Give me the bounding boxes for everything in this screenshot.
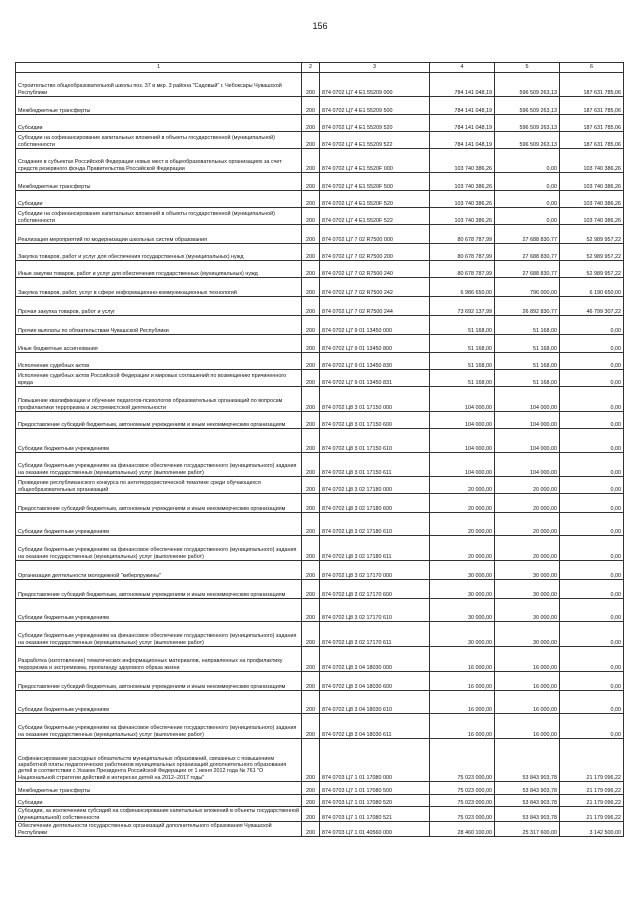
row-executed-amount: 104 000,00 (495, 429, 560, 453)
table-row (16, 807, 624, 822)
row-budget-classification-code: 874 0702 Ц8 3 02 17180 611 (320, 536, 430, 561)
row-budget-classification-code: 874 0702 Ц8 3 02 17180 000 (320, 477, 430, 494)
row-unexecuted-amount: 0,00 (560, 477, 624, 494)
row-administrator-code: 200 (302, 149, 320, 173)
row-unexecuted-amount: 0,00 (560, 647, 624, 672)
row-budget-classification-code: 874 0703 Ц7 1 01 17080 000 (320, 739, 430, 782)
row-budget-classification-code: 874 0702 Ц7 9 01 13450 831 (320, 370, 430, 387)
page-number: 156 (312, 21, 328, 31)
row-description: Предоставление субсидий бюджетным, автономным учреждениям и иным некоммерческим организациям (16, 412, 302, 429)
row-administrator-code: 200 (302, 412, 320, 429)
table-row (16, 278, 624, 297)
row-unexecuted-amount: 0,00 (560, 353, 624, 370)
row-budget-classification-code: 874 0702 Ц8 3 01 17150 600 (320, 412, 430, 429)
row-executed-amount: 30 000,00 (495, 561, 560, 580)
row-approved-amount: 16 000,00 (430, 647, 495, 672)
row-administrator-code: 200 (302, 370, 320, 387)
row-budget-classification-code: 874 0702 Ц8 3 02 17170 611 (320, 622, 430, 647)
table-row (16, 191, 624, 208)
row-description: Разработка (изготовление) тематических информационных материалов, направленных на профилактику терроризма и экстремизма, пропаганду здорового образа жизни (16, 647, 302, 672)
row-approved-amount: 30 000,00 (430, 580, 495, 599)
row-unexecuted-amount: 0,00 (560, 412, 624, 429)
row-executed-amount: 16 000,00 (495, 691, 560, 714)
row-executed-amount: 20 000,00 (495, 477, 560, 494)
row-unexecuted-amount: 0,00 (560, 691, 624, 714)
row-executed-amount: 596 509 263,13 (495, 73, 560, 97)
row-description: Субсидии бюджетным учреждениям на финансовое обеспечение государственного (муниципального) задания на оказание государственных (муниципальных) услуг (выполнение работ) (16, 622, 302, 647)
budget-table (15, 62, 624, 837)
row-budget-classification-code: 874 0702 Ц7 7 02 R7500 240 (320, 261, 430, 278)
row-administrator-code: 200 (302, 132, 320, 149)
row-approved-amount: 75 023 000,00 (430, 739, 495, 782)
row-unexecuted-amount: 0,00 (560, 316, 624, 335)
row-budget-classification-code: 874 0702 Ц8 3 01 17150 611 (320, 453, 430, 477)
row-executed-amount: 16 000,00 (495, 672, 560, 691)
row-administrator-code: 200 (302, 477, 320, 494)
row-budget-classification-code: 874 0702 Ц7 9 01 13450 830 (320, 353, 430, 370)
row-description: Субсидии бюджетным учреждениям (16, 599, 302, 622)
row-unexecuted-amount: 46 799 307,22 (560, 297, 624, 316)
row-unexecuted-amount: 0,00 (560, 714, 624, 739)
table-row (16, 429, 624, 453)
row-approved-amount: 20 000,00 (430, 536, 495, 561)
row-approved-amount: 784 141 048,19 (430, 73, 495, 97)
row-approved-amount: 20 000,00 (430, 513, 495, 536)
row-budget-classification-code: 874 0702 Ц7 7 02 R7500 200 (320, 244, 430, 261)
row-description: Иные бюджетные ассигнования (16, 335, 302, 353)
row-executed-amount: 26 892 830,77 (495, 297, 560, 316)
row-executed-amount: 596 509 263,13 (495, 115, 560, 132)
row-approved-amount: 51 168,00 (430, 353, 495, 370)
row-budget-classification-code: 874 0702 Ц7 4 Е1 5520F 522 (320, 208, 430, 225)
column-header: 4 (430, 63, 495, 73)
table-row (16, 822, 624, 837)
row-description: Прочие выплаты по обязательствам Чувашской Республики (16, 316, 302, 335)
row-unexecuted-amount: 187 631 785,06 (560, 97, 624, 115)
row-budget-classification-code: 874 0702 Ц7 4 Е1 55209 000 (320, 73, 430, 97)
row-description: Закупка товаров, работ и услуг для обеспечения государственных (муниципальных) нужд (16, 244, 302, 261)
row-description: Предоставление субсидий бюджетным, автономным учреждениям и иным некоммерческим организациям (16, 494, 302, 513)
column-header: 3 (320, 63, 430, 73)
row-administrator-code: 200 (302, 173, 320, 191)
row-budget-classification-code: 874 0702 Ц8 3 02 17180 610 (320, 513, 430, 536)
row-description: Субсидии, за исключением субсидий на софинансирование капитальных вложений в объекты государственной (муниципальной) собственности (16, 807, 302, 822)
row-executed-amount: 51 168,00 (495, 335, 560, 353)
row-description: Закупка товаров, работ, услуг в сфере информационно-коммуникационных технологий (16, 278, 302, 297)
row-administrator-code: 200 (302, 672, 320, 691)
row-budget-classification-code: 874 0702 Ц7 4 Е1 55209 500 (320, 97, 430, 115)
row-executed-amount: 30 000,00 (495, 580, 560, 599)
row-administrator-code: 200 (302, 494, 320, 513)
row-administrator-code: 200 (302, 225, 320, 244)
column-header: 6 (560, 63, 624, 73)
row-administrator-code: 200 (302, 261, 320, 278)
table-row (16, 244, 624, 261)
row-executed-amount: 53 843 903,78 (495, 795, 560, 807)
table-row (16, 795, 624, 807)
row-executed-amount: 104 000,00 (495, 387, 560, 412)
row-executed-amount: 51 168,00 (495, 316, 560, 335)
table-row (16, 261, 624, 278)
row-budget-classification-code: 874 0702 Ц8 3 04 18030 000 (320, 647, 430, 672)
row-description: Предоставление субсидий бюджетным, автономным учреждениям и иным некоммерческим организациям (16, 672, 302, 691)
table-row (16, 412, 624, 429)
row-administrator-code: 200 (302, 115, 320, 132)
row-budget-classification-code: 874 0702 Ц8 3 04 18030 600 (320, 672, 430, 691)
table-row (16, 714, 624, 739)
table-row (16, 115, 624, 132)
row-description: Субсидии (16, 795, 302, 807)
row-unexecuted-amount: 187 631 785,06 (560, 132, 624, 149)
row-administrator-code: 200 (302, 208, 320, 225)
row-unexecuted-amount: 52 989 957,22 (560, 261, 624, 278)
row-budget-classification-code: 874 0702 Ц8 3 04 18030 611 (320, 714, 430, 739)
row-approved-amount: 75 023 000,00 (430, 795, 495, 807)
row-approved-amount: 104 000,00 (430, 429, 495, 453)
row-administrator-code: 200 (302, 453, 320, 477)
row-unexecuted-amount: 0,00 (560, 536, 624, 561)
row-executed-amount: 796 000,00 (495, 278, 560, 297)
row-executed-amount: 51 168,00 (495, 370, 560, 387)
row-executed-amount: 51 168,00 (495, 353, 560, 370)
row-administrator-code: 200 (302, 714, 320, 739)
row-budget-classification-code: 874 0702 Ц8 3 02 17180 600 (320, 494, 430, 513)
row-executed-amount: 25 317 600,00 (495, 822, 560, 837)
row-approved-amount: 51 168,00 (430, 316, 495, 335)
row-executed-amount: 27 688 830,77 (495, 261, 560, 278)
row-executed-amount: 27 688 830,77 (495, 244, 560, 261)
row-executed-amount: 0,00 (495, 149, 560, 173)
row-unexecuted-amount: 103 740 386,26 (560, 191, 624, 208)
table-row (16, 561, 624, 580)
row-approved-amount: 103 740 386,26 (430, 208, 495, 225)
row-budget-classification-code: 874 0702 Ц8 3 02 17170 000 (320, 561, 430, 580)
row-administrator-code: 200 (302, 387, 320, 412)
row-administrator-code: 200 (302, 353, 320, 370)
table-row (16, 580, 624, 599)
row-unexecuted-amount: 21 179 096,22 (560, 739, 624, 782)
row-unexecuted-amount: 0,00 (560, 561, 624, 580)
row-approved-amount: 103 740 386,26 (430, 149, 495, 173)
row-administrator-code: 200 (302, 316, 320, 335)
table-row (16, 513, 624, 536)
row-approved-amount: 784 141 048,19 (430, 115, 495, 132)
row-approved-amount: 80 678 787,99 (430, 244, 495, 261)
row-description: Субсидии бюджетным учреждениям на финансовое обеспечение государственного (муниципального) задания на оказание государственных (муниципальных) услуг (выполнение работ) (16, 453, 302, 477)
column-header: 2 (302, 63, 320, 73)
table-row (16, 672, 624, 691)
row-budget-classification-code: 874 0702 Ц7 4 Е1 5520F 520 (320, 191, 430, 208)
row-executed-amount: 596 509 263,13 (495, 132, 560, 149)
table-row (16, 149, 624, 173)
row-unexecuted-amount: 21 179 096,22 (560, 795, 624, 807)
table-row (16, 453, 624, 477)
table-row (16, 297, 624, 316)
row-unexecuted-amount: 0,00 (560, 387, 624, 412)
row-executed-amount: 596 509 263,13 (495, 97, 560, 115)
table-row (16, 73, 624, 97)
row-approved-amount: 784 141 048,19 (430, 97, 495, 115)
row-approved-amount: 784 141 048,19 (430, 132, 495, 149)
row-unexecuted-amount: 0,00 (560, 580, 624, 599)
row-unexecuted-amount: 187 631 785,06 (560, 73, 624, 97)
row-budget-classification-code: 874 0703 Ц7 1 01 17080 520 (320, 795, 430, 807)
row-approved-amount: 16 000,00 (430, 672, 495, 691)
row-administrator-code: 200 (302, 73, 320, 97)
table-row (16, 536, 624, 561)
row-unexecuted-amount: 103 740 386,26 (560, 149, 624, 173)
row-administrator-code: 200 (302, 647, 320, 672)
row-description: Реализация мероприятий по модернизации школьных систем образования (16, 225, 302, 244)
row-approved-amount: 51 168,00 (430, 335, 495, 353)
row-description: Субсидии на софинансирование капитальных вложений в объекты государственной (муниципальной) собственности (16, 208, 302, 225)
row-unexecuted-amount: 21 179 096,22 (560, 782, 624, 795)
table-row (16, 477, 624, 494)
row-unexecuted-amount: 52 989 957,22 (560, 225, 624, 244)
row-administrator-code: 200 (302, 561, 320, 580)
table-row (16, 739, 624, 782)
row-unexecuted-amount: 0,00 (560, 335, 624, 353)
row-budget-classification-code: 874 0702 Ц7 4 Е1 55209 520 (320, 115, 430, 132)
table-row (16, 225, 624, 244)
row-administrator-code: 200 (302, 795, 320, 807)
row-executed-amount: 0,00 (495, 173, 560, 191)
table-row (16, 494, 624, 513)
row-description: Субсидии бюджетным учреждениям (16, 429, 302, 453)
table-row (16, 387, 624, 412)
row-budget-classification-code: 874 0702 Ц8 3 02 17170 610 (320, 599, 430, 622)
row-budget-classification-code: 874 0702 Ц7 7 02 R7500 242 (320, 278, 430, 297)
row-budget-classification-code: 874 0703 Ц7 1 01 40560 000 (320, 822, 430, 837)
table-row (16, 599, 624, 622)
row-description: Субсидии бюджетным учреждениям (16, 691, 302, 714)
row-description: Субсидии бюджетным учреждениям на финансовое обеспечение государственного (муниципального) задания на оказание государственных (муниципальных) услуг (выполнение работ) (16, 536, 302, 561)
row-administrator-code: 200 (302, 822, 320, 837)
row-description: Субсидии (16, 115, 302, 132)
row-administrator-code: 200 (302, 536, 320, 561)
row-approved-amount: 80 678 787,99 (430, 225, 495, 244)
row-unexecuted-amount: 187 631 785,06 (560, 115, 624, 132)
row-description: Предоставление субсидий бюджетным, автономным учреждениям и иным некоммерческим организациям (16, 580, 302, 599)
row-executed-amount: 53 843 903,78 (495, 782, 560, 795)
row-approved-amount: 16 000,00 (430, 691, 495, 714)
row-description: Проведение республиканского конкурса по антитеррористической тематике среди обучающихся общеобразовательных организаций (16, 477, 302, 494)
table-body (16, 73, 624, 837)
row-administrator-code: 200 (302, 782, 320, 795)
table-row (16, 370, 624, 387)
row-approved-amount: 30 000,00 (430, 599, 495, 622)
table-row (16, 173, 624, 191)
row-description: Исполнение судебных актов Российской Федерации и мировых соглашений по возмещению причиненного вреда (16, 370, 302, 387)
row-administrator-code: 200 (302, 191, 320, 208)
row-approved-amount: 104 000,00 (430, 453, 495, 477)
row-approved-amount: 16 000,00 (430, 714, 495, 739)
row-executed-amount: 53 843 903,78 (495, 807, 560, 822)
row-unexecuted-amount: 6 190 650,00 (560, 278, 624, 297)
table-row (16, 132, 624, 149)
row-description: Межбюджетные трансферты (16, 782, 302, 795)
row-administrator-code: 200 (302, 278, 320, 297)
row-description: Субсидии бюджетным учреждениям на финансовое обеспечение государственного (муниципального) задания на оказание государственных (муниципальных) услуг (выполнение работ) (16, 714, 302, 739)
row-approved-amount: 6 986 650,00 (430, 278, 495, 297)
row-budget-classification-code: 874 0703 Ц7 1 01 17080 500 (320, 782, 430, 795)
row-executed-amount: 104 000,00 (495, 453, 560, 477)
row-administrator-code: 200 (302, 297, 320, 316)
row-administrator-code: 200 (302, 97, 320, 115)
row-unexecuted-amount: 3 142 500,00 (560, 822, 624, 837)
row-budget-classification-code: 874 0702 Ц7 7 02 R7500 000 (320, 225, 430, 244)
row-unexecuted-amount: 0,00 (560, 453, 624, 477)
row-unexecuted-amount: 21 179 096,22 (560, 807, 624, 822)
row-approved-amount: 51 168,00 (430, 370, 495, 387)
row-description: Повышение квалификации и обучение педагогов-психологов образовательных организаций по вопросам профилактики терроризма и экстремистской деятельности (16, 387, 302, 412)
table-header-row (16, 63, 624, 73)
row-budget-classification-code: 874 0702 Ц8 3 01 17150 610 (320, 429, 430, 453)
row-administrator-code: 200 (302, 244, 320, 261)
table-row (16, 691, 624, 714)
row-approved-amount: 75 023 000,00 (430, 807, 495, 822)
row-description: Обеспечение деятельности государственных организаций дополнительного образования Чувашской Республики (16, 822, 302, 837)
row-budget-classification-code: 874 0702 Ц7 7 02 R7500 244 (320, 297, 430, 316)
row-administrator-code: 200 (302, 739, 320, 782)
row-budget-classification-code: 874 0702 Ц7 4 Е1 5520F 500 (320, 173, 430, 191)
row-executed-amount: 104 000,00 (495, 412, 560, 429)
table-row (16, 316, 624, 335)
table-row (16, 647, 624, 672)
row-executed-amount: 0,00 (495, 191, 560, 208)
row-approved-amount: 103 740 386,26 (430, 173, 495, 191)
column-header: 1 (16, 63, 302, 73)
row-executed-amount: 16 000,00 (495, 647, 560, 672)
table-row (16, 97, 624, 115)
row-unexecuted-amount: 0,00 (560, 494, 624, 513)
row-budget-classification-code: 874 0702 Ц7 4 Е1 5520F 000 (320, 149, 430, 173)
row-administrator-code: 200 (302, 807, 320, 822)
row-executed-amount: 20 000,00 (495, 494, 560, 513)
row-approved-amount: 30 000,00 (430, 561, 495, 580)
row-budget-classification-code: 874 0702 Ц7 9 01 13450 800 (320, 335, 430, 353)
row-executed-amount: 27 688 830,77 (495, 225, 560, 244)
row-unexecuted-amount: 0,00 (560, 513, 624, 536)
row-approved-amount: 104 000,00 (430, 412, 495, 429)
row-description: Субсидии (16, 191, 302, 208)
row-administrator-code: 200 (302, 622, 320, 647)
row-approved-amount: 80 678 787,99 (430, 261, 495, 278)
table-row (16, 782, 624, 795)
row-description: Межбюджетные трансферты (16, 173, 302, 191)
row-executed-amount: 0,00 (495, 208, 560, 225)
row-budget-classification-code: 874 0702 Ц8 3 04 18030 610 (320, 691, 430, 714)
row-approved-amount: 104 000,00 (430, 387, 495, 412)
row-budget-classification-code: 874 0702 Ц8 3 02 17170 600 (320, 580, 430, 599)
row-description: Субсидии бюджетным учреждениям (16, 513, 302, 536)
row-administrator-code: 200 (302, 599, 320, 622)
row-unexecuted-amount: 52 989 957,22 (560, 244, 624, 261)
row-unexecuted-amount: 103 740 386,26 (560, 173, 624, 191)
row-budget-classification-code: 874 0703 Ц7 1 01 17080 521 (320, 807, 430, 822)
row-description: Субсидии на софинансирование капитальных вложений в объекты государственной (муниципальной) собственности (16, 132, 302, 149)
table-row (16, 335, 624, 353)
row-administrator-code: 200 (302, 580, 320, 599)
row-budget-classification-code: 874 0702 Ц7 4 Е1 55209 522 (320, 132, 430, 149)
row-unexecuted-amount: 0,00 (560, 622, 624, 647)
row-approved-amount: 30 000,00 (430, 622, 495, 647)
row-description: Иные закупки товаров, работ и услуг для обеспечения государственных (муниципальных) нужд (16, 261, 302, 278)
table-row (16, 353, 624, 370)
row-approved-amount: 28 460 100,00 (430, 822, 495, 837)
row-unexecuted-amount: 0,00 (560, 599, 624, 622)
table-row (16, 208, 624, 225)
row-budget-classification-code: 874 0702 Ц7 9 01 13450 000 (320, 316, 430, 335)
row-description: Строительство общеобразовательной школы поз. 37 в мкр. 3 района "Садовый" г. Чебоксары Чувашской Республики (16, 73, 302, 97)
row-description: Организация деятельности молодежной "киберлружины" (16, 561, 302, 580)
row-description: Межбюджетные трансферты (16, 97, 302, 115)
column-header: 5 (495, 63, 560, 73)
row-description: Исполнение судебных актов (16, 353, 302, 370)
row-budget-classification-code: 874 0702 Ц8 3 01 17150 000 (320, 387, 430, 412)
row-executed-amount: 30 000,00 (495, 599, 560, 622)
row-executed-amount: 20 000,00 (495, 513, 560, 536)
row-unexecuted-amount: 0,00 (560, 370, 624, 387)
row-approved-amount: 20 000,00 (430, 494, 495, 513)
row-executed-amount: 16 000,00 (495, 714, 560, 739)
row-executed-amount: 30 000,00 (495, 622, 560, 647)
row-administrator-code: 200 (302, 691, 320, 714)
row-approved-amount: 73 692 137,99 (430, 297, 495, 316)
row-executed-amount: 20 000,00 (495, 536, 560, 561)
row-description: Софинансирование расходных обязательств муниципальных образований, связанных с повышением заработной платы педагогических работников муниципальных организаций дополнительного образования детей в соответствии с Указом Президента Российской Федерации от 1 июня 2012 года № 761 "О Национальной стратегии действий в интересах детей на 2012–2017 годы" (16, 739, 302, 782)
row-executed-amount: 53 843 903,78 (495, 739, 560, 782)
row-administrator-code: 200 (302, 513, 320, 536)
row-unexecuted-amount: 0,00 (560, 672, 624, 691)
row-description: Создание в субъектах Российской Федерации новых мест в общеобразовательных организациях за счет средств резервного фонда Правительства Российской Федерации (16, 149, 302, 173)
row-administrator-code: 200 (302, 335, 320, 353)
row-description: Прочая закупка товаров, работ и услуг (16, 297, 302, 316)
row-unexecuted-amount: 103 740 386,26 (560, 208, 624, 225)
row-approved-amount: 75 023 000,00 (430, 782, 495, 795)
row-administrator-code: 200 (302, 429, 320, 453)
row-approved-amount: 20 000,00 (430, 477, 495, 494)
row-unexecuted-amount: 0,00 (560, 429, 624, 453)
table-row (16, 622, 624, 647)
row-approved-amount: 103 740 386,26 (430, 191, 495, 208)
